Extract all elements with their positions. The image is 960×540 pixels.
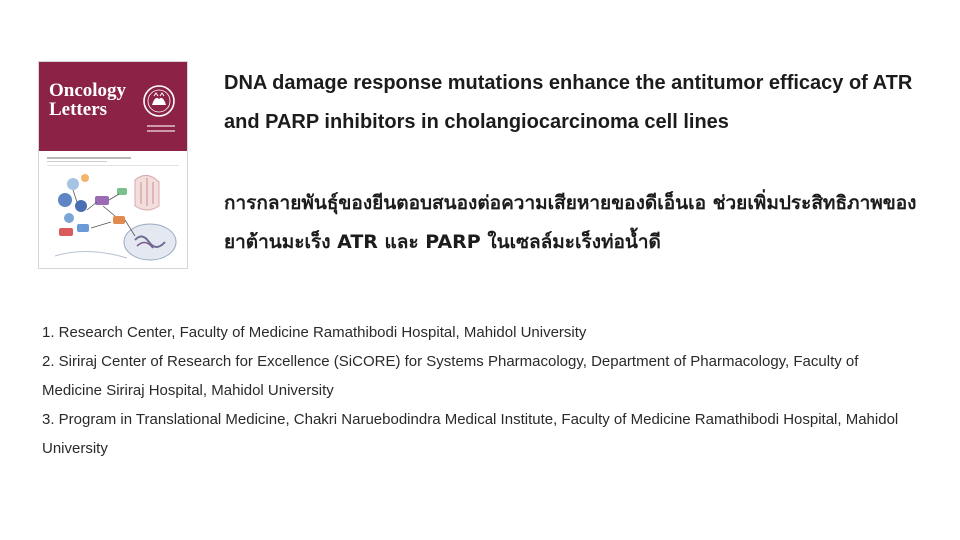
cover-illustration <box>47 166 180 264</box>
article-title-thai: การกลายพันธุ์ของยีนตอบสนองต่อความเสียหายของดีเอ็นเอ ช่วยเพิ่มประสิทธิภาพของยาต้านมะเร็ง ATR และ PARP ในเซลล์มะเร็งท่อน้ำดี <box>224 192 917 253</box>
journal-emblem-icon <box>142 84 176 118</box>
author-affiliations <box>42 318 922 463</box>
cover-title-line-2: Letters <box>49 99 108 120</box>
affiliation-2: 2. Siriraj Center of Research for Excellence (SiCORE) for Systems Pharmacology, Department of Pharmacology, Faculty of Medicine Siriraj Hospital, Mahidol University <box>42 353 859 399</box>
article-title-english: DNA damage response mutations enhance the antitumor efficacy of ATR and PARP inhibitors in cholangiocarcinoma cell lines <box>224 72 913 133</box>
affiliation-3: 3. Program in Translational Medicine, Chakri Naruebodindra Medical Institute, Faculty of Medicine Ramathibodi Hospital, Mahidol University <box>42 411 899 457</box>
cover-issn-lines <box>147 125 175 135</box>
cover-title-line-1: Oncology <box>49 80 127 101</box>
affiliation-1: 1. Research Center, Faculty of Medicine Ramathibodi Hospital, Mahidol University <box>42 324 587 341</box>
cover-header-band <box>39 62 187 151</box>
cover-journal-title <box>49 81 126 119</box>
journal-cover-image <box>38 61 188 269</box>
cover-subtitle-strip <box>47 155 179 166</box>
